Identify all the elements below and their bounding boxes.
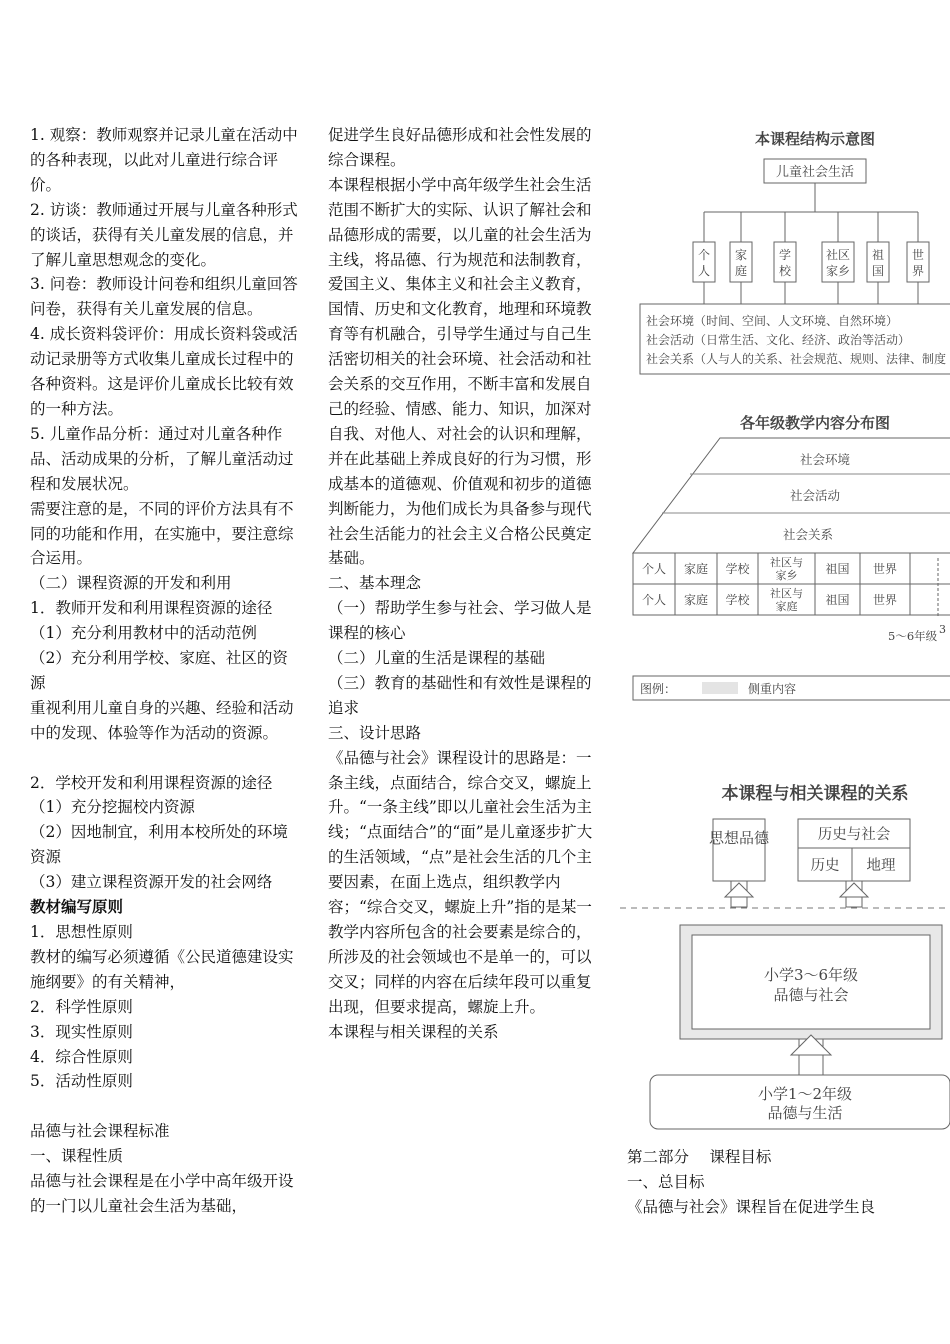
history-label: 历史 <box>810 858 840 874</box>
node-label: 个 <box>697 248 711 262</box>
paragraph: （二）儿童的生活是课程的基础 <box>328 649 546 668</box>
legend-swatch <box>702 682 738 694</box>
grid-cell: 学校 <box>725 562 750 576</box>
paragraph: （1）充分挖掘校内资源 <box>30 798 195 817</box>
grid-cell: 祖国 <box>825 593 850 607</box>
paragraph: 需要注意的是，不同的评价方法具有不同的功能和作用，在实施中，要注意综合运用。 <box>30 499 294 568</box>
grid-cell: 家庭 <box>683 593 709 607</box>
center-line2: 品德与社会 <box>773 986 849 1004</box>
structure-title: 本课程结构示意图 <box>754 130 876 148</box>
center-line1: 小学3～6年级 <box>763 966 859 984</box>
grid-cell: 家乡 <box>775 569 798 582</box>
grade-label: 5～6年级 <box>888 629 938 643</box>
paragraph: （二）课程资源的开发和利用 <box>30 574 232 593</box>
paragraph: 2．学校开发和利用课程资源的途径 <box>30 773 273 792</box>
paragraph: 品德与社会课程是在小学中高年级开设的一门以儿童社会生活为基础， <box>30 1172 294 1215</box>
paragraph: 一、课程性质 <box>30 1147 124 1166</box>
layer-env: 社会环境 <box>799 452 851 467</box>
node-label: 庭 <box>734 264 748 278</box>
paragraph: 2．科学性原则 <box>30 997 133 1016</box>
grid-cell: 祖国 <box>825 562 850 576</box>
paragraph: （三）教育的基础性和有效性是课程的追求 <box>328 673 592 717</box>
paragraph: 1．教师开发和利用课程资源的途径 <box>30 599 273 618</box>
paragraph: 教材的编写必须遵循《公民道德建设实施纲要》的有关精神， <box>30 947 294 991</box>
grid-cell: 世界 <box>872 593 898 607</box>
grid-cell: 社区与 <box>770 556 803 569</box>
paragraph: 1. 观察：教师观察并记录儿童在活动中的各种表现，以此对儿童进行综合评价。 <box>30 126 298 194</box>
paragraph: 《品德与社会》课程设计的思路是：一条主线，点面结合，综合交叉，螺旋上升。“一条主线”即以儿童社会生活为主线；“点面结合”的“面”是儿童逐步扩大的生活领域，“点”是社会生活的几个主要因素，在面上选点，组织教学内容；“综合交叉，螺旋上升”指的是某一教学内容所包含的社会要素是综合的，所涉及的社会领域也不是单一的，可以交叉；同样的内容在后续年段可以重复出现，但要求提高，螺旋上升。 <box>328 748 593 1016</box>
paragraph: 二、基本理念 <box>328 574 422 593</box>
paragraph: （2）充分利用学校、家庭、社区的资源 <box>30 649 288 692</box>
content-distribution-diagram <box>620 408 950 708</box>
structure-line: 社会环境（时间、空间、人文环境、自然环境） <box>646 314 899 328</box>
node-label: 学 <box>778 248 792 262</box>
grid-cell: 学校 <box>725 593 750 607</box>
bottom-line2: 品德与生活 <box>767 1104 843 1122</box>
structure-nodes <box>693 212 929 304</box>
node-label: 世 <box>911 248 925 262</box>
blank-line <box>30 746 302 771</box>
node-label: 人 <box>697 264 711 278</box>
paragraph: 三、设计思路 <box>328 723 422 742</box>
paragraph: 5. 儿童作品分析：通过对儿童各种作品、活动成果的分析，了解儿童活动过程和发展状况。 <box>30 424 294 493</box>
grade-num: 3 <box>939 623 946 636</box>
paragraph: 本课程根据小学中高年级学生社会生活范围不断扩大的实际、认识了解社会和品德形成的需要，以儿童的社会生活为主线，将品德、行为规范和法制教育，爱国主义、集体主义和社会主义教育，国情、历史和文化教育，地理和环境教育等有机融合，引导学生通过与自己生活密切相关的社会环境、社会活动和社会关系的交互作用，不断丰富和发展自己的经验、情感、能力、知识，加深对自我、对他人、对社会的认识和理解，并在此基础上养成良好的行为习惯，形成基本的道德观、价值观和初步的道德判断能力，为他们成长为具备参与现代社会生活能力的社会主义合格公民奠定基础。 <box>328 175 592 568</box>
paragraph: 1．思想性原则 <box>30 922 133 941</box>
grid-cell: 家庭 <box>683 562 709 576</box>
node-label: 社区 <box>825 248 851 262</box>
paragraph: 5．活动性原则 <box>30 1072 133 1091</box>
blank-line <box>30 1094 302 1119</box>
paragraph: 3．现实性原则 <box>30 1022 133 1041</box>
layer-activity: 社会活动 <box>789 488 841 503</box>
paragraph: 第二部分 课程目标 <box>627 1148 772 1166</box>
root-label: 儿童社会生活 <box>775 165 855 180</box>
course-structure-diagram <box>620 122 950 382</box>
grid-cell: 个人 <box>641 562 667 576</box>
grid-cell: 个人 <box>641 593 667 607</box>
paragraph: （2）因地制宜，利用本校所处的环境资源 <box>30 823 288 867</box>
node-label: 家 <box>734 248 748 262</box>
grid-cell: 家庭 <box>775 600 798 613</box>
legend-text: 侧重内容 <box>748 682 797 696</box>
node-label: 校 <box>778 264 792 278</box>
text-column-2 <box>328 123 604 1045</box>
node-label: 国 <box>871 264 885 278</box>
node-label: 家乡 <box>825 264 851 278</box>
text-column-1 <box>30 123 302 1219</box>
layer-relation: 社会关系 <box>782 527 834 542</box>
paragraph: 重视利用儿童自身的兴趣、经验和活动中的发现、体验等作为活动的资源。 <box>30 698 294 742</box>
paragraph: 2. 访谈：教师通过开展与儿童各种形式的谈话，获得有关儿童发展的信息，并了解儿童思想观念的变化。 <box>30 200 298 269</box>
geography-label: 地理 <box>866 858 896 874</box>
paragraph: （一）帮助学生参与社会、学习做人是课程的核心 <box>328 599 592 643</box>
paragraph: 促进学生良好品德形成和社会性发展的综合课程。 <box>328 126 592 169</box>
paragraph: 《品德与社会》课程旨在促进学生良 <box>627 1197 876 1216</box>
paragraph: （3）建立课程资源开发的社会网络 <box>30 873 273 892</box>
box-moral-label: 思想品德 <box>708 829 770 847</box>
node-label: 祖 <box>871 248 885 262</box>
paragraph: 教材编写原则 <box>30 897 124 917</box>
paragraph: （1）充分利用教材中的活动范例 <box>30 624 257 643</box>
paragraph: 本课程与相关课程的关系 <box>328 1022 499 1041</box>
paragraph: 4. 成长资料袋评价：用成长资料袋或活动记录册等方式收集儿童成长过程中的各种资料。这是评价儿童成长比较有效的一种方法。 <box>30 325 298 418</box>
grid-cell: 世界 <box>872 562 898 576</box>
paragraph: 3. 问卷：教师设计问卷和组织儿童回答问卷，获得有关儿童发展的信息。 <box>30 275 298 319</box>
paragraph: 4．综合性原则 <box>30 1047 133 1066</box>
legend-label: 图例： <box>640 682 677 696</box>
related-title: 本课程与相关课程的关系 <box>721 784 909 804</box>
history-society-label: 历史与社会 <box>817 827 891 843</box>
distribution-title: 各年级教学内容分布图 <box>739 414 891 432</box>
bottom-line1: 小学1～2年级 <box>757 1085 853 1103</box>
node-label: 界 <box>911 264 925 278</box>
structure-line: 社会活动（日常生活、文化、经济、政治等活动） <box>646 333 911 347</box>
grid-cell: 社区与 <box>770 587 803 600</box>
related-courses-diagram <box>620 775 950 1135</box>
paragraph: 品德与社会课程标准 <box>30 1122 170 1141</box>
paragraph: 一、总目标 <box>627 1172 705 1191</box>
structure-line: 社会关系（人与人的关系、社会规范、规则、法律、制度 <box>646 352 947 366</box>
text-column-3 <box>627 1145 947 1220</box>
